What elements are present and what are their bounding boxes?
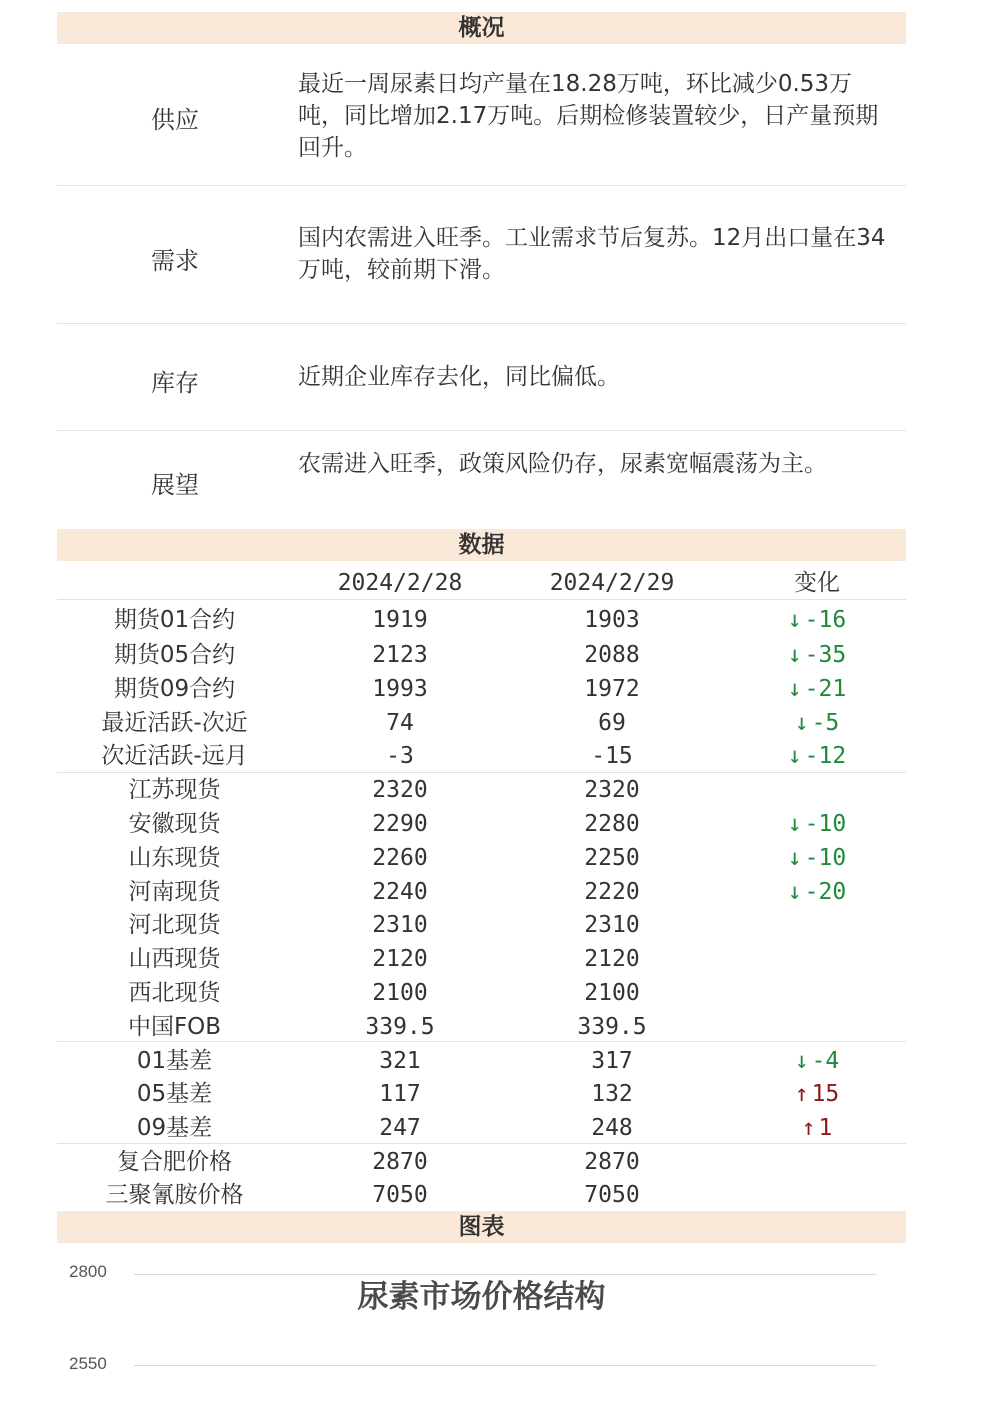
- divider: [57, 1143, 906, 1144]
- divider: [57, 323, 906, 324]
- row-value-date1: 247: [379, 1115, 421, 1141]
- row-change: [757, 807, 877, 841]
- divider: [57, 599, 906, 600]
- y-tick-label: 2550: [69, 1354, 107, 1373]
- row-value-date1: 74: [386, 710, 414, 736]
- row-value-date2: 2250: [584, 845, 640, 871]
- arrow-up-icon: ↑: [794, 1081, 809, 1107]
- column-header-date1: 2024/2/28: [337, 570, 463, 596]
- arrow-down-icon: ↓: [794, 710, 809, 736]
- data-header: 数据: [57, 529, 906, 561]
- table-row: [57, 908, 906, 942]
- row-change: [757, 603, 877, 637]
- change-value: -5: [811, 710, 840, 736]
- overview-label-inventory: 库存: [151, 369, 199, 397]
- row-value-date1: 339.5: [365, 1014, 435, 1040]
- table-row: [57, 976, 906, 1010]
- row-name: 期货09合约: [113, 676, 236, 702]
- row-value-date2: 2870: [584, 1149, 640, 1175]
- chart-header: 图表: [57, 1211, 906, 1243]
- table-row: [57, 603, 906, 637]
- row-value-date1: 2120: [372, 946, 428, 972]
- table-row: [57, 875, 906, 909]
- row-name: 期货01合约: [113, 607, 236, 633]
- change-value: -21: [804, 676, 847, 702]
- change-value: 15: [811, 1081, 840, 1107]
- row-value-date1: 2100: [372, 980, 428, 1006]
- column-header-change: 变化: [794, 570, 840, 596]
- row-value-date2: 2310: [584, 912, 640, 938]
- row-change: [757, 1077, 877, 1111]
- arrow-up-icon: ↑: [801, 1115, 816, 1141]
- row-name: 河南现货: [128, 879, 221, 905]
- row-name: 最近活跃-次近: [101, 710, 248, 736]
- table-row: [57, 706, 906, 740]
- row-change: [757, 672, 877, 706]
- price-structure-chart: [57, 1243, 906, 1403]
- arrow-down-icon: ↓: [787, 811, 802, 837]
- row-value-date1: 2310: [372, 912, 428, 938]
- table-row: [57, 1010, 906, 1044]
- table-row: [57, 1111, 906, 1145]
- table-row: [57, 1044, 906, 1078]
- row-change: [757, 1044, 877, 1078]
- row-value-date2: 2220: [584, 879, 640, 905]
- row-value-date2: 69: [598, 710, 626, 736]
- table-row: [57, 1077, 906, 1111]
- row-value-date1: 321: [379, 1048, 421, 1074]
- change-value: -4: [811, 1048, 840, 1074]
- row-value-date2: 1903: [584, 607, 640, 633]
- row-value-date2: 317: [591, 1048, 633, 1074]
- row-name: 中国FOB: [127, 1014, 222, 1040]
- gridline: [134, 1365, 876, 1366]
- row-value-date2: 2100: [584, 980, 640, 1006]
- row-name: 江苏现货: [128, 777, 221, 803]
- row-change: [757, 706, 877, 740]
- arrow-down-icon: ↓: [787, 676, 802, 702]
- arrow-down-icon: ↓: [794, 1048, 809, 1074]
- arrow-down-icon: ↓: [787, 879, 802, 905]
- arrow-down-icon: ↓: [787, 845, 802, 871]
- row-name: 安徽现货: [128, 811, 221, 837]
- divider: [57, 185, 906, 186]
- arrow-down-icon: ↓: [787, 607, 802, 633]
- row-change: [757, 638, 877, 672]
- row-value-date1: 2240: [372, 879, 428, 905]
- row-value-date2: 248: [591, 1115, 633, 1141]
- overview-text-demand: 国内农需进入旺季。工业需求节后复苏。12月出口量在34万吨，较前期下滑。: [298, 225, 886, 283]
- overview-text-supply: 最近一周尿素日均产量在18.28万吨，环比减少0.53万吨，同比增加2.17万吨。后期检修装置较少，日产量预期回升。: [298, 71, 879, 161]
- row-value-date2: -15: [591, 743, 633, 769]
- row-change: [757, 841, 877, 875]
- row-name: 山西现货: [128, 946, 221, 972]
- row-value-date1: 2123: [372, 642, 428, 668]
- table-row: [57, 773, 906, 807]
- column-header-date2: 2024/2/29: [549, 570, 675, 596]
- row-name: 西北现货: [128, 980, 221, 1006]
- row-value-date2: 1972: [584, 676, 640, 702]
- row-value-date1: 2870: [372, 1149, 428, 1175]
- overview-text-inventory: 近期企业库存去化，同比偏低。: [298, 364, 620, 390]
- table-row: [57, 841, 906, 875]
- table-row: [57, 1145, 906, 1179]
- overview-text-outlook: 农需进入旺季，政策风险仍存，尿素宽幅震荡为主。: [298, 451, 827, 477]
- change-value: -10: [804, 811, 847, 837]
- row-value-date2: 7050: [584, 1182, 640, 1208]
- row-value-date2: 2120: [584, 946, 640, 972]
- row-name: 河北现货: [128, 912, 221, 938]
- row-value-date2: 2088: [584, 642, 640, 668]
- row-name: 05基差: [136, 1081, 213, 1107]
- chart-title: 尿素市场价格结构: [357, 1279, 606, 1315]
- row-value-date1: 2320: [372, 777, 428, 803]
- row-name: 次近活跃-远月: [101, 743, 248, 769]
- arrow-down-icon: ↓: [787, 743, 802, 769]
- table-row: [57, 672, 906, 706]
- row-value-date1: 2260: [372, 845, 428, 871]
- table-row: [57, 942, 906, 976]
- row-change: [757, 875, 877, 909]
- row-name: 01基差: [136, 1048, 213, 1074]
- overview-header: 概况: [57, 12, 906, 44]
- row-name: 期货05合约: [113, 642, 236, 668]
- row-value-date1: -3: [386, 743, 414, 769]
- row-value-date1: 7050: [372, 1182, 428, 1208]
- overview-label-demand: 需求: [151, 247, 199, 275]
- change-value: 1: [818, 1115, 833, 1141]
- change-value: -10: [804, 845, 847, 871]
- change-value: -35: [804, 642, 847, 668]
- row-value-date1: 2290: [372, 811, 428, 837]
- row-value-date2: 132: [591, 1081, 633, 1107]
- change-value: -20: [804, 879, 847, 905]
- row-change: [757, 1111, 877, 1145]
- row-name: 复合肥价格: [117, 1149, 232, 1175]
- row-value-date2: 2280: [584, 811, 640, 837]
- row-value-date1: 1919: [372, 607, 428, 633]
- table-row: [57, 638, 906, 672]
- row-value-date2: 2320: [584, 777, 640, 803]
- row-value-date2: 339.5: [577, 1014, 647, 1040]
- row-change: [757, 739, 877, 773]
- row-name: 09基差: [136, 1115, 213, 1141]
- row-name: 三聚氰胺价格: [105, 1182, 244, 1208]
- row-value-date1: 117: [379, 1081, 421, 1107]
- arrow-down-icon: ↓: [787, 642, 802, 668]
- y-tick-label: 2800: [69, 1262, 107, 1281]
- change-value: -16: [804, 607, 847, 633]
- table-row: [57, 739, 906, 773]
- divider: [57, 1041, 906, 1042]
- row-value-date1: 1993: [372, 676, 428, 702]
- table-row: [57, 1178, 906, 1212]
- table-row: [57, 807, 906, 841]
- overview-label-supply: 供应: [151, 106, 199, 134]
- change-value: -12: [804, 743, 847, 769]
- row-name: 山东现货: [128, 845, 221, 871]
- overview-label-outlook: 展望: [151, 471, 199, 499]
- divider: [57, 430, 906, 431]
